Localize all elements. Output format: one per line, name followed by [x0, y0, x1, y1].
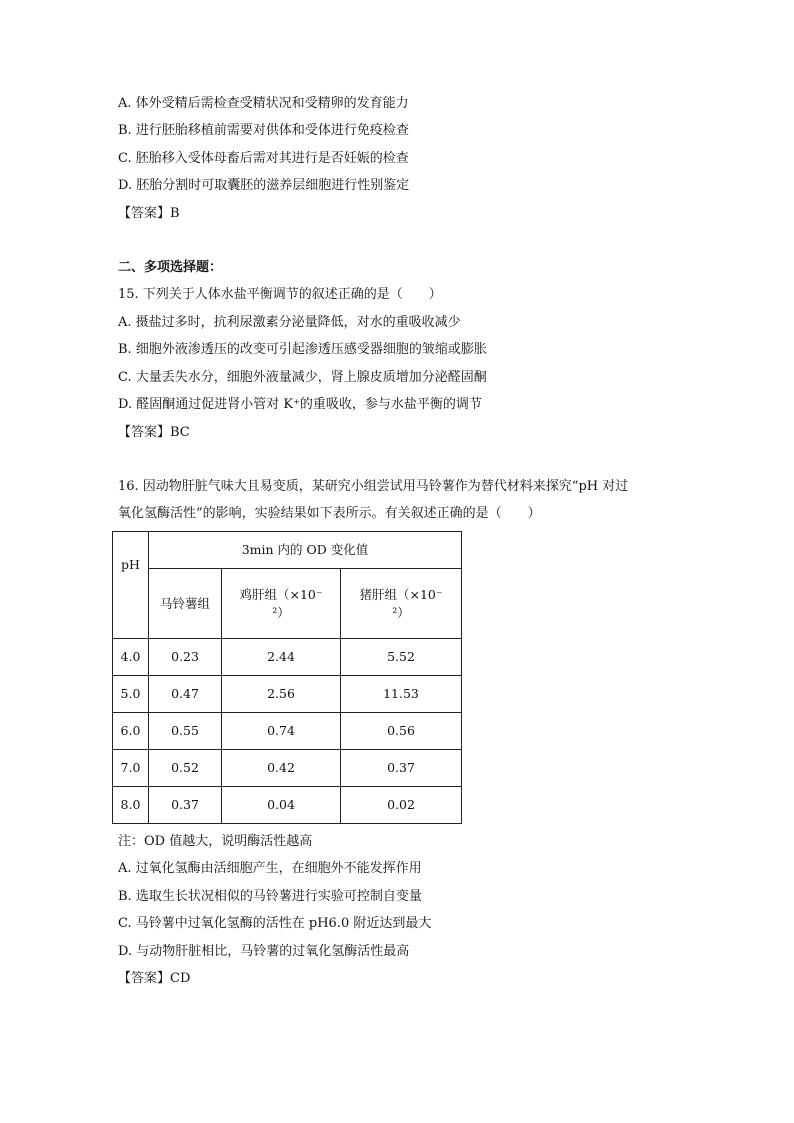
cell-ph: 8.0: [113, 787, 149, 824]
q16-stem-line2: 氧化氢酶活性”的影响，实验结果如下表所示。有关叙述正确的是（ ）: [118, 506, 541, 521]
q15-option-a: A. 摄盐过多时，抗利尿激素分泌量降低，对水的重吸收减少: [118, 315, 461, 330]
q14-option-a: A. 体外受精后需检查受精状况和受精卵的发育能力: [118, 96, 409, 111]
cell-chicken: 2.44: [222, 639, 341, 676]
cell-pig: 11.53: [341, 676, 462, 713]
q16-option-b: B. 选取生长状况相似的马铃薯进行实验可控制自变量: [118, 889, 422, 904]
cell-pig: 0.02: [341, 787, 462, 824]
cell-chicken: 0.74: [222, 713, 341, 750]
q15-option-c: C. 大量丢失水分，细胞外液量减少，肾上腺皮质增加分泌醛固酮: [118, 370, 487, 385]
cell-pig: 0.56: [341, 713, 462, 750]
cell-potato: 0.23: [149, 639, 222, 676]
q16-stem-line1: 16. 因动物肝脏气味大且易变质，某研究小组尝试用马铃薯作为替代材料来探究“pH 对过: [118, 479, 629, 494]
cell-ph: 5.0: [113, 676, 149, 713]
cell-chicken: 0.04: [222, 787, 341, 824]
cell-potato: 0.52: [149, 750, 222, 787]
cell-pig: 0.37: [341, 750, 462, 787]
q14-answer: 【答案】B: [118, 206, 180, 221]
table-row: [113, 639, 462, 676]
col-chicken-header: [222, 569, 341, 639]
cell-chicken: 0.42: [222, 750, 341, 787]
table-note: 注：OD 值越大，说明酶活性越高: [118, 834, 313, 849]
q14-option-b: B. 进行胚胎移植前需要对供体和受体进行免疫检查: [118, 123, 409, 138]
cell-ph: 7.0: [113, 750, 149, 787]
col-pig-header-line1: 猪肝组（×10⁻: [359, 586, 443, 602]
od-table: [112, 531, 462, 824]
col-chicken-header-line1: 鸡肝组（×10⁻: [239, 586, 323, 602]
table-row: [113, 713, 462, 750]
ph-header-cell: [113, 532, 149, 639]
cell-ph: 6.0: [113, 713, 149, 750]
q16-option-c: C. 马铃薯中过氧化氢酶的活性在 pH6.0 附近达到最大: [118, 916, 432, 931]
col-potato-header: 马铃薯组: [149, 569, 222, 639]
q16-answer: 【答案】CD: [118, 971, 191, 986]
q14-option-c: C. 胚胎移入受体母畜后需对其进行是否妊娠的检查: [118, 151, 409, 166]
q15-option-d: D. 醛固酮通过促进肾小管对 K⁺的重吸收，参与水盐平衡的调节: [118, 397, 482, 412]
cell-ph: 4.0: [113, 639, 149, 676]
table-row: [113, 787, 462, 824]
cell-chicken: 2.56: [222, 676, 341, 713]
q14-option-d: D. 胚胎分割时可取囊胚的滋养层细胞进行性别鉴定: [118, 178, 410, 193]
cell-pig: 5.52: [341, 639, 462, 676]
q15-stem: 15. 下列关于人体水盐平衡调节的叙述正确的是（ ）: [118, 287, 442, 302]
q16-option-d: D. 与动物肝脏相比，马铃薯的过氧化氢酶活性最高: [118, 944, 410, 959]
cell-potato: 0.47: [149, 676, 222, 713]
q16-option-a: A. 过氧化氢酶由活细胞产生，在细胞外不能发挥作用: [118, 861, 422, 876]
section-title: 二、多项选择题：: [118, 260, 223, 275]
ph-header: pH: [121, 557, 140, 572]
q15-option-b: B. 细胞外液渗透压的改变可引起渗透压感受器细胞的皱缩或膨胀: [118, 342, 487, 357]
col-chicken-header-line2: ²）: [272, 604, 290, 620]
cell-potato: 0.37: [149, 787, 222, 824]
col-pig-header: [341, 569, 462, 639]
cell-potato: 0.55: [149, 713, 222, 750]
q15-answer: 【答案】BC: [118, 425, 190, 440]
table-row: [113, 750, 462, 787]
col-pig-header-line2: ²）: [392, 604, 410, 620]
table-row: [113, 676, 462, 713]
group-header: 3min 内的 OD 变化值: [149, 532, 462, 569]
